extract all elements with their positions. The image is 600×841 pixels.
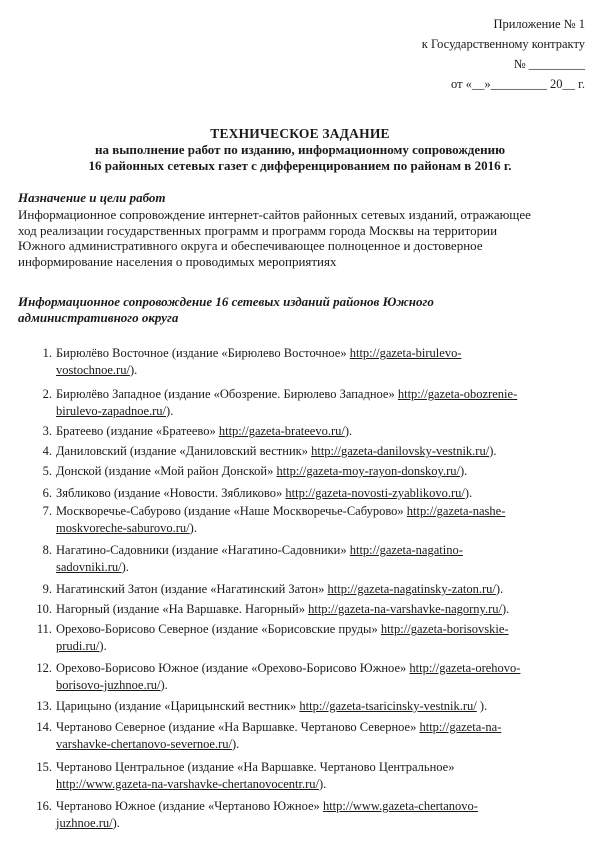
site-link[interactable]: borisovo-juzhnoe.ru/ (56, 678, 161, 692)
appendix-line-1: Приложение № 1 (493, 17, 585, 31)
list-item-number: 3. (42, 424, 52, 438)
district-description: Чертаново Северное (издание «На Варшавке. Чертаново Северное» (56, 720, 420, 734)
list-item-tail: ). (231, 737, 240, 751)
list-heading-line-1: Информационное сопровождение 16 сетевых изданий районов Южного (18, 294, 434, 309)
list-item-tail: ). (318, 777, 327, 791)
list-item-tail: ). (495, 582, 504, 596)
list-item-tail: ). (502, 602, 510, 616)
list-item-number: 6. (42, 486, 52, 500)
list-heading-line-2: административного округа (18, 309, 179, 325)
list-item-tail: ). (121, 560, 129, 574)
site-link[interactable]: http://gazeta-obozrenie- (397, 387, 518, 401)
list-item-tail: ). (344, 424, 353, 438)
list-item-number: 1. (42, 346, 52, 360)
list-item-number: 16. (36, 799, 52, 813)
list-item-text (56, 503, 596, 537)
list-item-continuation (56, 736, 596, 753)
list-item-tail: ). (189, 521, 197, 535)
site-link[interactable]: http://gazeta-novosti-zyablikovo.ru/ (285, 486, 465, 500)
site-link[interactable]: moskvoreche-saburovo.ru/ (56, 521, 190, 535)
list-item-text (56, 386, 596, 420)
list-item-continuation (56, 638, 596, 655)
district-description: Нагатинский Затон (издание «Нагатинский Затон» (56, 582, 328, 596)
list-item-text (56, 698, 596, 715)
site-link[interactable]: http://gazeta-na- (419, 720, 502, 734)
list-item-continuation (56, 559, 596, 576)
list-item-text (56, 621, 596, 655)
district-description: Братеево (издание «Братеево» (56, 424, 219, 438)
site-link[interactable]: prudi.ru/ (56, 639, 100, 653)
purpose-line: Южного административного округа и обеспечивающее полноценное и достоверное (18, 238, 483, 253)
site-link[interactable]: http://www.gazeta-chertanovo- (322, 799, 478, 813)
district-description: Орехово-Борисово Северное (издание «Борисовские пруды» (56, 622, 381, 636)
list-item-text (56, 798, 596, 832)
list-item-continuation (56, 362, 596, 379)
district-description: Нагорный (издание «На Варшавке. Нагорный» (56, 602, 309, 616)
district-description: Даниловский (издание «Даниловский вестник» (56, 444, 312, 458)
appendix-line-2: к Государственному контракту (421, 37, 585, 51)
district-description: Москворечье-Сабурово (издание «Наше Москворечье-Сабурово» (56, 504, 407, 518)
list-item-number: 7. (42, 504, 52, 518)
district-description: Бирюлёво Восточное (издание «Бирюлево Восточное» (56, 346, 350, 360)
list-item-tail: ). (160, 678, 168, 692)
list-item-text (56, 601, 596, 618)
site-link[interactable]: varshavke-chertanovo-severnoe.ru/ (56, 737, 232, 751)
site-link[interactable]: http://gazeta-nagatino- (349, 543, 463, 557)
list-item-number: 5. (42, 464, 52, 478)
list-item-continuation (56, 677, 596, 694)
list-item-text (56, 463, 596, 480)
list-item-tail: ). (476, 699, 488, 713)
site-link[interactable]: http://www.gazeta-na-varshavke-chertanovocentr.ru/ (56, 777, 319, 791)
site-link[interactable]: http://gazeta-moy-rayon-donskoy.ru/ (276, 464, 460, 478)
list-item-continuation (56, 776, 596, 793)
title-line-3: 16 районных сетевых газет с дифференцированием по районам в 2016 г. (88, 158, 512, 173)
district-description: Орехово-Борисово Южное (издание «Орехово-Борисово Южное» (56, 661, 410, 675)
list-item-tail: ). (112, 816, 120, 830)
list-item-tail: ). (129, 363, 138, 377)
purpose-heading: Назначение и цели работ (18, 190, 166, 205)
site-link[interactable]: http://gazeta-danilovsky-vestnik.ru/ (311, 444, 490, 458)
list-item-text (56, 542, 596, 576)
district-description: Бирюлёво Западное (издание «Обозрение. Бирюлево Западное» (56, 387, 398, 401)
list-item-number: 8. (42, 543, 52, 557)
list-item-text (56, 443, 596, 460)
site-link[interactable]: sadovniki.ru/ (56, 560, 122, 574)
site-link[interactable]: http://gazeta-nashe- (406, 504, 506, 518)
site-link[interactable]: vostochnoe.ru/ (56, 363, 130, 377)
list-item-number: 15. (36, 760, 52, 774)
list-item-number: 10. (36, 602, 52, 616)
site-link[interactable]: http://gazeta-borisovskie- (380, 622, 509, 636)
list-item-number: 9. (42, 582, 52, 596)
district-description: Донской (издание «Мой район Донской» (56, 464, 277, 478)
list-item-tail: ). (99, 639, 107, 653)
appendix-line-3: № _________ (513, 57, 585, 71)
list-item-continuation (56, 815, 596, 832)
list-item-number: 13. (36, 699, 52, 713)
site-link[interactable]: http://gazeta-tsaricinsky-vestnik.ru/ (299, 699, 477, 713)
list-item-number: 12. (36, 661, 52, 675)
purpose-line: ход реализации государственных программ и программ города Москвы на территории (18, 222, 498, 238)
appendix-line-4: от «__»_________ 20__ г. (450, 77, 585, 91)
list-item-number: 4. (42, 444, 52, 458)
list-item-tail: ). (460, 464, 468, 478)
list-item-continuation (56, 403, 596, 420)
list-item-number: 2. (42, 387, 52, 401)
site-link[interactable]: http://gazeta-nagatinsky-zaton.ru/ (327, 582, 496, 596)
site-link[interactable]: juzhnoe.ru/ (56, 816, 113, 830)
purpose-line: Информационное сопровождение интернет-сайтов районных сетевых изданий, отражающее (18, 207, 531, 222)
district-description: Царицыно (издание «Царицынский вестник» (56, 699, 300, 713)
site-link[interactable]: http://gazeta-orehovo- (409, 661, 521, 675)
district-description: Зябликово (издание «Новости. Зябликово» (56, 486, 286, 500)
list-item-number: 14. (36, 720, 52, 734)
purpose-line: информирование населения о проводимых мероприятиях (18, 253, 337, 269)
list-item-tail: ). (464, 486, 473, 500)
list-item-continuation (56, 520, 596, 537)
list-item-text (56, 660, 596, 694)
list-item-tail: ). (489, 444, 497, 458)
title-line-1: ТЕХНИЧЕСКОЕ ЗАДАНИЕ (210, 126, 390, 141)
district-description: Чертаново Южное (издание «Чертаново Южное» (56, 799, 323, 813)
district-description: Нагатино-Садовники (издание «Нагатино-Садовники» (56, 543, 350, 557)
site-link[interactable]: birulevo-zapadnoe.ru/ (56, 404, 167, 418)
site-link[interactable]: http://gazeta-na-varshavke-nagorny.ru/ (308, 602, 502, 616)
title-line-2: на выполнение работ по изданию, информационному сопровождению (94, 142, 506, 157)
list-item-text (56, 581, 596, 598)
list-item-text (56, 423, 596, 440)
site-link[interactable]: http://gazeta-brateevo.ru/ (218, 424, 345, 438)
list-item-number: 11. (36, 622, 52, 636)
list-item-text (56, 485, 596, 502)
list-item-text (56, 345, 596, 379)
list-item-tail: ). (166, 404, 174, 418)
list-item-text (56, 719, 596, 753)
district-description: Чертаново Центральное (издание «На Варшавке. Чертаново Центральное» (56, 760, 455, 774)
site-link[interactable]: http://gazeta-birulevo- (349, 346, 462, 360)
list-item-text (56, 759, 596, 793)
